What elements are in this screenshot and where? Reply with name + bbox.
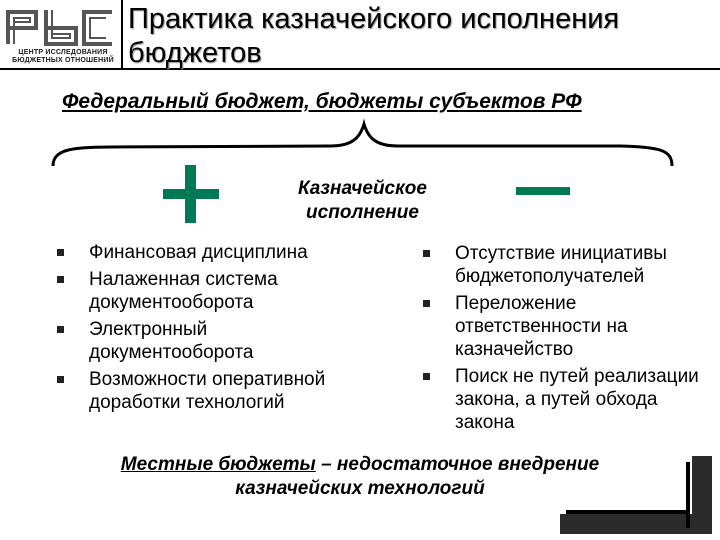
bullet-icon <box>423 250 430 257</box>
list-item: Налаженная система документооборота <box>57 268 337 314</box>
bullet-icon <box>57 276 64 283</box>
bullet-icon <box>423 300 430 307</box>
bullet-icon <box>57 376 64 383</box>
bullet-icon <box>423 373 430 380</box>
list-item: Возможности оперативной доработки технологий <box>57 368 337 414</box>
list-item: Электронный документооборота <box>57 318 337 364</box>
local-text: – недостаточное внедрение казначейских технологий <box>235 454 600 499</box>
bullet-icon <box>57 326 64 333</box>
cons-list <box>423 242 703 434</box>
list-item: Переложение ответственности на казначейство <box>423 292 703 361</box>
list-item: Отсутствие инициативы бюджетополучателей <box>423 242 703 288</box>
local-budgets-note <box>90 453 630 501</box>
center-label: Казначейское исполнение <box>298 178 427 223</box>
slide-title: Практика казначейского исполнения бюджетов <box>128 3 620 69</box>
list-item: Финансовая дисциплина <box>57 241 337 264</box>
list-item: Поиск не путей реализации закона, а путей обхода закона <box>423 365 703 434</box>
pros-list <box>57 241 337 414</box>
corner-decoration-inner-vertical <box>686 462 690 528</box>
federal-heading: Федеральный бюджет, бюджеты субъектов РФ <box>62 90 582 113</box>
plus-icon <box>163 165 219 223</box>
logo-subtitle-line2: БЮДЖЕТНЫХ ОТНОШЕНИЙ <box>12 57 114 64</box>
bullet-icon <box>57 249 64 256</box>
local-heading: Местные бюджеты <box>120 454 316 475</box>
logo-subtitle-line1: ЦЕНТР ИССЛЕДОВАНИЯ <box>18 49 108 56</box>
minus-icon <box>516 187 570 195</box>
corner-decoration-inner-horizontal <box>566 510 690 514</box>
